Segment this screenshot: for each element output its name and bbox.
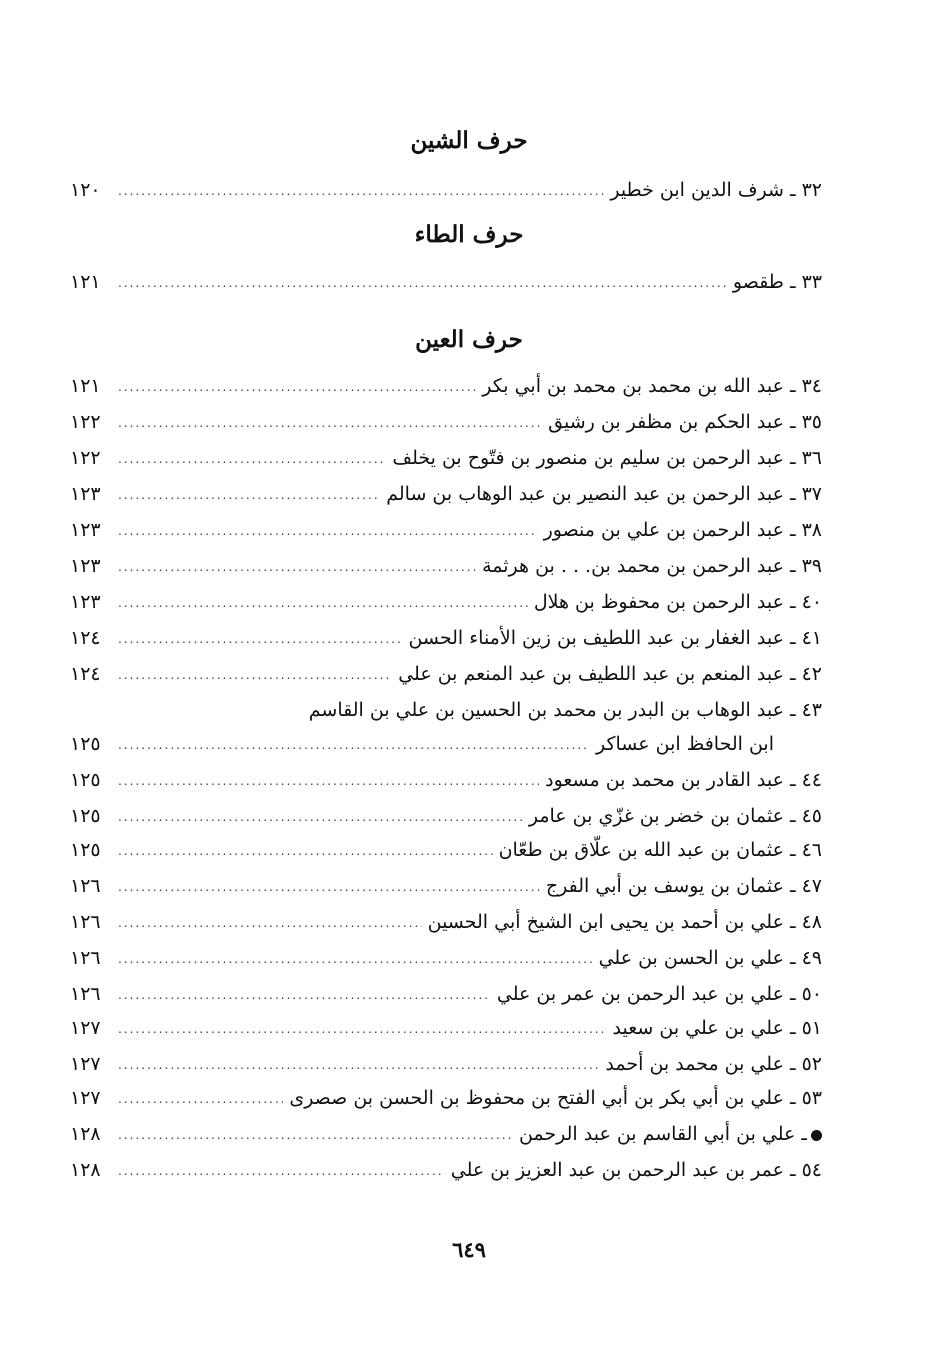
section-heading-taa: حرف الطاء — [414, 221, 524, 248]
entry-title: ٤١ ـ عبد الغفار بن عبد اللطيف بن زين الأمناء الحسن — [408, 627, 822, 649]
toc-entry — [70, 656, 822, 688]
toc-entry — [70, 692, 822, 724]
entry-page: ١٢٨ — [70, 1123, 101, 1145]
entry-page: ١٢٣ — [70, 555, 101, 577]
toc-entry — [70, 264, 822, 296]
toc-entry — [70, 476, 822, 508]
entry-page: ١٢٦ — [70, 911, 101, 933]
toc-entry — [70, 172, 822, 204]
toc-entry — [70, 762, 822, 794]
entry-title: ٣٥ ـ عبد الحكم بن مظفر بن رشيق — [548, 411, 822, 433]
entry-title: ٥٠ ـ علي بن عبد الرحمن بن عمر بن علي — [496, 983, 822, 1005]
entry-title: ٤٤ ـ عبد القادر بن محمد بن مسعود — [545, 769, 822, 791]
dot-leader — [118, 1128, 513, 1142]
entry-title: ٣٦ ـ عبد الرحمن بن سليم بن منصور بن فتّوح بن يخلف — [392, 447, 822, 469]
toc-entry — [70, 904, 822, 936]
entry-title: ٥٤ ـ عمر بن عبد الرحمن بن عبد العزيز بن علي — [450, 1159, 822, 1181]
dot-leader — [118, 916, 422, 930]
entry-title: ٣٧ ـ عبد الرحمن بن عبد النصير بن عبد الوهاب بن سالم — [386, 483, 822, 505]
dot-leader — [118, 524, 538, 538]
entry-page: ١٢٦ — [70, 983, 101, 1005]
toc-entry — [70, 1046, 822, 1078]
toc-entry — [70, 798, 822, 830]
entry-page: ١٢١ — [70, 375, 101, 397]
entry-page: ١٢٣ — [70, 591, 101, 613]
section-heading-sheen: حرف الشين — [410, 127, 528, 154]
toc-entry — [70, 1080, 822, 1112]
toc-entry — [70, 404, 822, 436]
toc-entry — [70, 832, 822, 864]
entry-title: ٤٧ ـ عثمان بن يوسف بن أبي الفرج — [545, 875, 822, 897]
entry-title: ٥٢ ـ علي بن محمد بن أحمد — [605, 1053, 822, 1075]
entry-title: ٣٣ ـ طقصو — [732, 271, 822, 293]
page-number: ٦٤٩ — [452, 1237, 486, 1262]
entry-page: ١٢٤ — [70, 663, 101, 685]
toc-entry — [70, 440, 822, 472]
entry-page: ١٢١ — [70, 271, 101, 293]
dot-leader — [118, 952, 593, 966]
entry-title: ـ علي بن أبي القاسم بن عبد الرحمن — [518, 1123, 807, 1145]
entry-page: ١٢٦ — [70, 875, 101, 897]
dot-leader — [118, 844, 493, 858]
toc-entry — [70, 368, 822, 400]
toc-entry — [70, 976, 822, 1008]
toc-entry-continuation — [70, 726, 822, 758]
entry-page: ١٢٠ — [70, 179, 101, 201]
toc-entry — [70, 620, 822, 652]
dot-leader — [118, 380, 476, 394]
entry-title: ٤٨ ـ علي بن أحمد بن يحيى ابن الشيخ أبي الحسين — [427, 911, 822, 933]
toc-entry — [70, 584, 822, 616]
entry-page: ١٢٨ — [70, 1159, 101, 1181]
entry-page: ١٢٥ — [70, 769, 101, 791]
entry-title: ٥١ ـ علي بن علي بن سعيد — [612, 1017, 822, 1039]
entry-page: ١٢٣ — [70, 483, 101, 505]
toc-entry — [70, 868, 822, 900]
entry-title: ٤٥ ـ عثمان بن خضر بن غزّي بن عامر — [528, 805, 822, 827]
entry-page: ١٢٧ — [70, 1087, 101, 1109]
entry-title: ٤٣ ـ عبد الوهاب بن البدر بن محمد بن الحسين بن علي بن القاسم — [308, 699, 822, 721]
entry-title: ابن الحافظ ابن عساكر — [595, 733, 774, 755]
entry-title: ٣٩ ـ عبد الرحمن بن محمد بن. . . بن هرثمة — [482, 555, 822, 577]
dot-leader — [118, 596, 528, 610]
entry-page: ١٢٤ — [70, 627, 101, 649]
entry-title: ٤٩ ـ علي بن الحسن بن علي — [598, 947, 822, 969]
dot-leader — [118, 880, 540, 894]
dot-leader — [118, 632, 402, 646]
dot-leader — [118, 1058, 599, 1072]
dot-leader — [118, 416, 542, 430]
entry-page: ١٢٦ — [70, 947, 101, 969]
toc-entry — [70, 548, 822, 580]
entry-title: ٣٨ ـ عبد الرحمن بن علي بن منصور — [543, 519, 822, 541]
dot-leader — [118, 988, 491, 1002]
section-heading-ain: حرف العين — [415, 326, 523, 353]
entry-page: ١٢٣ — [70, 519, 101, 541]
entry-page: ١٢٢ — [70, 411, 101, 433]
dot-leader — [118, 1164, 445, 1178]
entry-page: ١٢٢ — [70, 447, 101, 469]
entry-page: ١٢٥ — [70, 805, 101, 827]
entry-title: ٣٢ ـ شرف الدين ابن خطير — [610, 179, 822, 201]
entry-page: ١٢٥ — [70, 733, 101, 755]
entry-page: ١٢٥ — [70, 839, 101, 861]
dot-leader — [118, 774, 539, 788]
toc-entry — [70, 940, 822, 972]
entry-title: ٥٣ ـ علي بن أبي بكر بن أبي الفتح بن محفوظ بن الحسن بن صصرى — [289, 1087, 822, 1109]
entry-page: ١٢٧ — [70, 1017, 101, 1039]
toc-entry — [70, 1152, 822, 1184]
toc-entry — [70, 1010, 822, 1042]
dot-leader — [118, 452, 386, 466]
dot-leader — [118, 488, 380, 502]
bullet-icon — [811, 1130, 822, 1141]
dot-leader — [118, 810, 523, 824]
entry-title: ٤٢ ـ عبد المنعم بن عبد اللطيف بن عبد المنعم بن علي — [398, 663, 822, 685]
toc-entry — [70, 512, 822, 544]
dot-leader — [118, 184, 604, 198]
entry-page: ١٢٧ — [70, 1053, 101, 1075]
dot-leader — [118, 276, 727, 290]
entry-title: ٣٤ ـ عبد الله بن محمد بن محمد بن أبي بكر — [482, 375, 822, 397]
entry-title: ٤٦ ـ عثمان بن عبد الله بن علّاق بن طعّان — [498, 839, 822, 861]
dot-leader — [118, 1022, 607, 1036]
entry-title-with-bullet — [519, 1120, 822, 1148]
entry-title: ٤٠ ـ عبد الرحمن بن محفوظ بن هلال — [533, 591, 822, 613]
dot-leader — [118, 668, 392, 682]
dot-leader — [118, 738, 590, 752]
dot-leader — [118, 560, 476, 574]
dot-leader — [118, 1092, 283, 1106]
toc-entry — [70, 1116, 822, 1148]
